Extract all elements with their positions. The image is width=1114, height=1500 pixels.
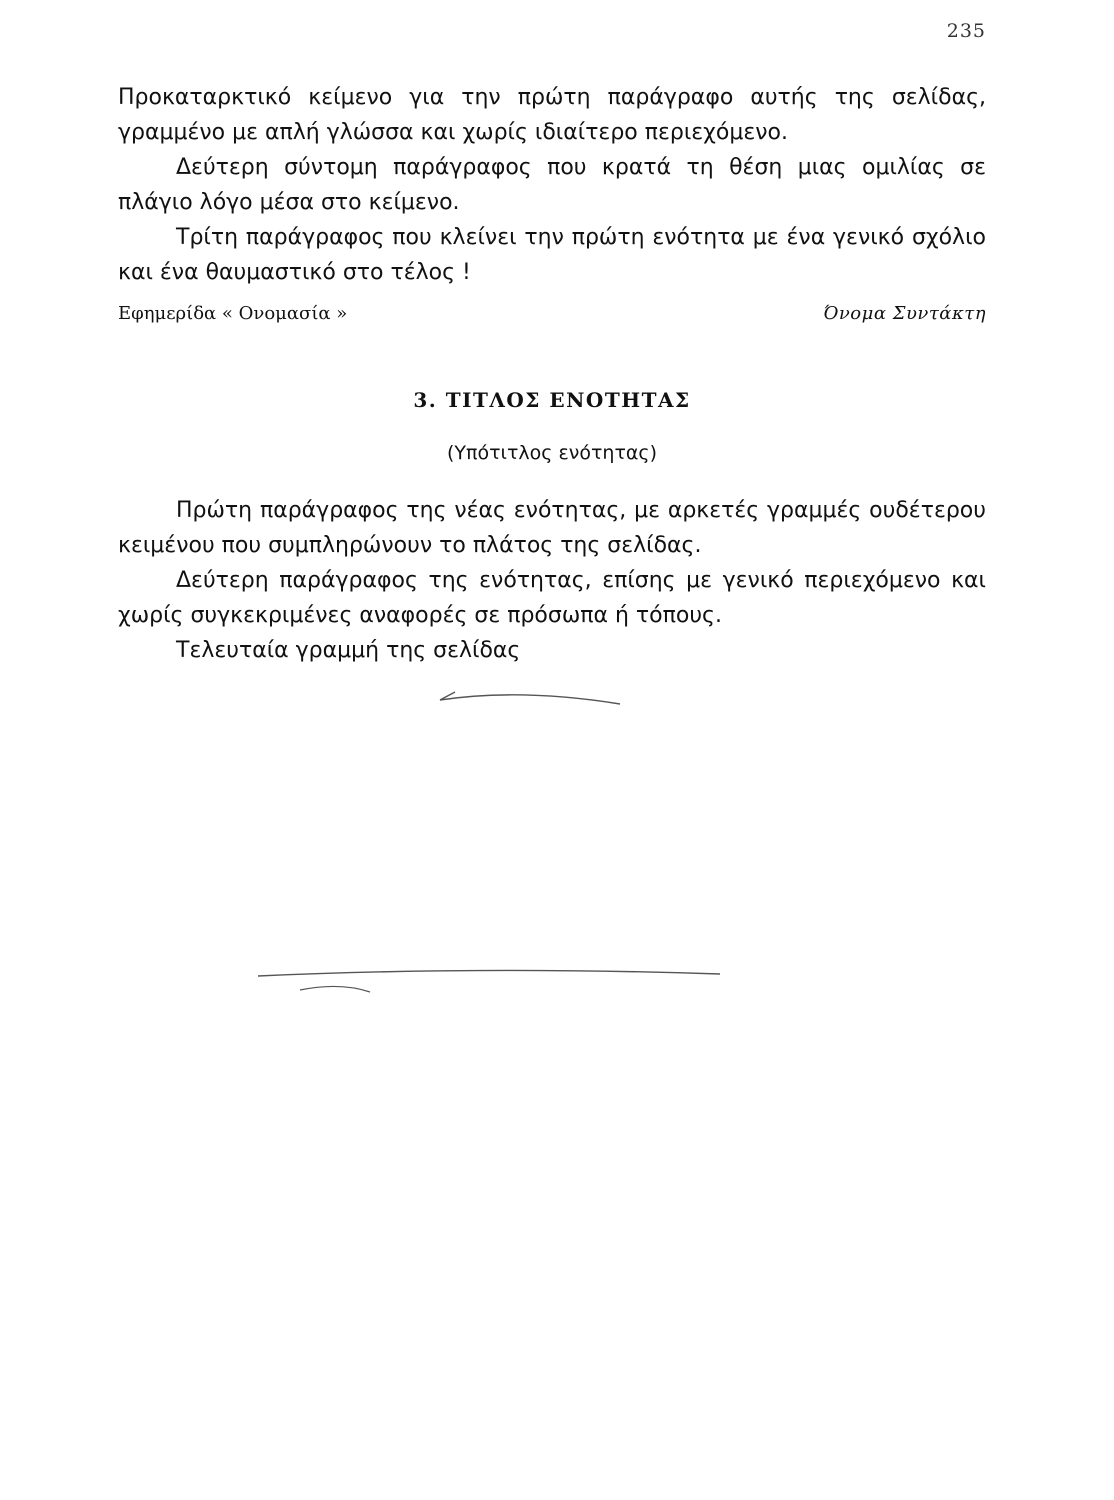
author-signature: Όνομα Συντάκτη xyxy=(823,303,986,324)
section-paragraph: Τελευταία γραμμή της σελίδας xyxy=(176,638,521,663)
page-number: 235 xyxy=(946,20,986,42)
section-subtitle: (Υπότιτλος ενότητας) xyxy=(447,442,657,464)
section-paragraph: Δεύτερη παράγραφος της ενότητας, επίσης με γενικό περιεχόμενο και χωρίς συγκεκριμένες αναφορές σε πρόσωπα ή τόπους. xyxy=(118,568,986,628)
paragraph-conclusion: Τρίτη παράγραφος που κλείνει την πρώτη ενότητα με ένα γενικό σχόλιο και ένα θαυμαστικό στο τέλος ! xyxy=(118,225,986,285)
pencil-underline-mark xyxy=(440,692,455,700)
source-newspaper: Εφημερίδα « Ονομασία » xyxy=(118,303,348,324)
page-body xyxy=(118,80,986,668)
paragraph-continued: Προκαταρκτικό κείμενο για την πρώτη παράγραφο αυτής της σελίδας, γραμμένο με απλή γλώσσα και χωρίς ιδιαίτερο περιεχόμενο. xyxy=(118,85,986,145)
pencil-underline-mark xyxy=(258,970,720,976)
pencil-underline-mark xyxy=(300,986,370,992)
paragraph-quote: Δεύτερη σύντομη παράγραφος που κρατά τη θέση μιας ομιλίας σε πλάγιο λόγο μέσα στο κείμενο. xyxy=(118,155,986,215)
pencil-underline-mark xyxy=(440,695,620,704)
section-title: 3. ΤΙΤΛΟΣ ΕΝΟΤΗΤΑΣ xyxy=(413,388,691,412)
attribution-row xyxy=(118,296,986,331)
section-paragraph: Πρώτη παράγραφος της νέας ενότητας, με αρκετές γραμμές ουδέτερου κειμένου που συμπληρώνουν το πλάτος της σελίδας. xyxy=(118,498,986,558)
